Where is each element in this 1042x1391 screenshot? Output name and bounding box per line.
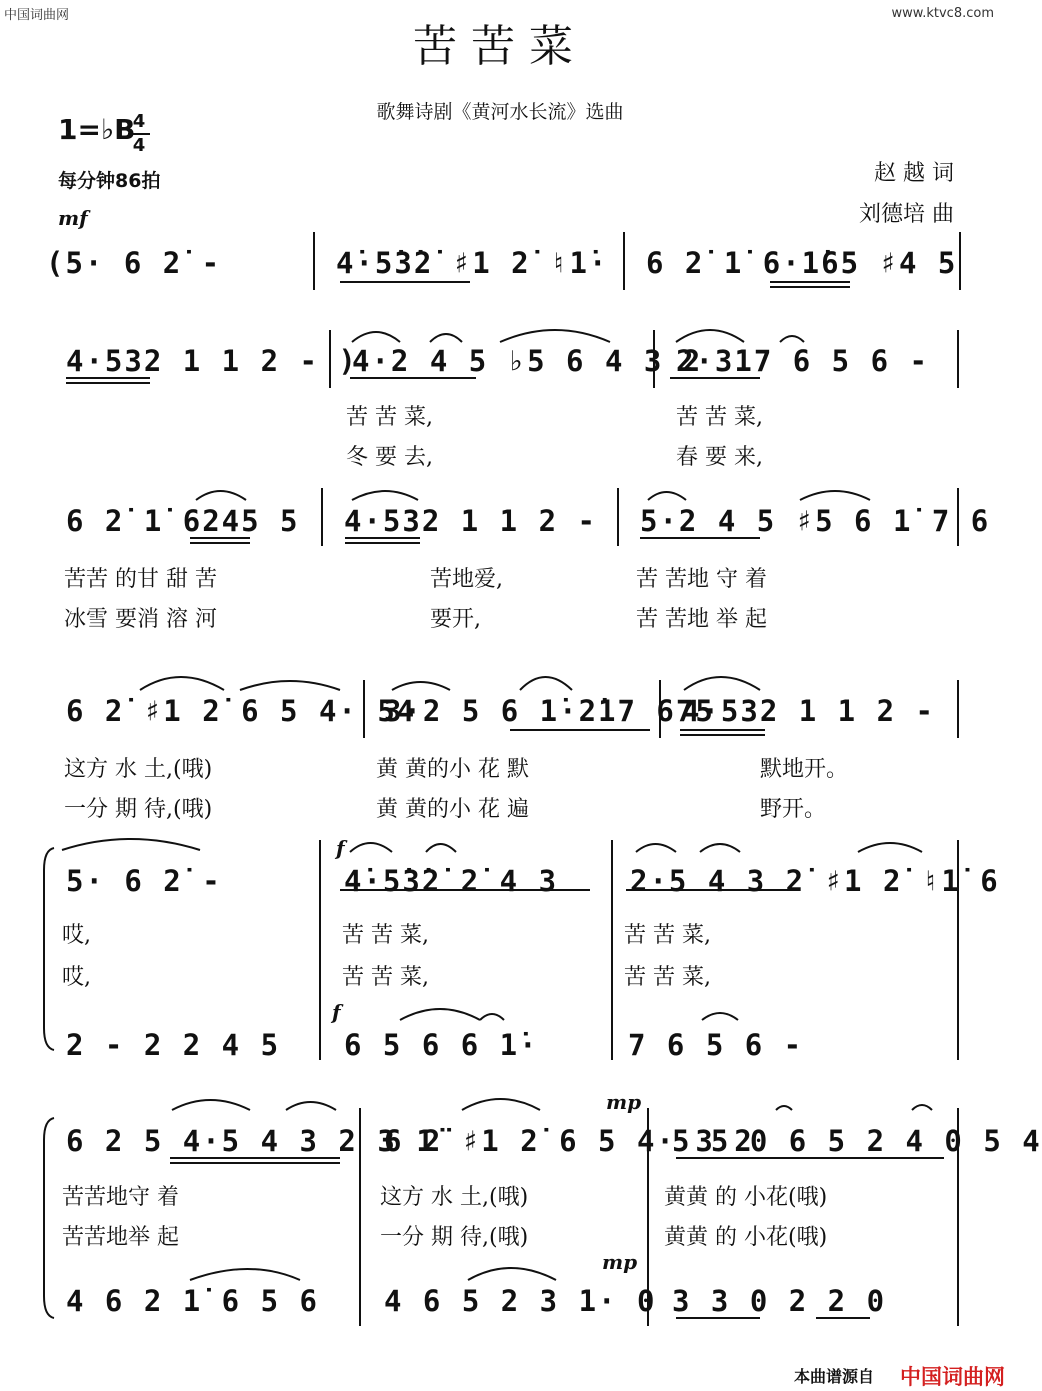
row2-lyric-v2-a: 冬 要 去, bbox=[346, 445, 433, 470]
row2-lyric-v2-b: 春 要 来, bbox=[676, 445, 763, 470]
row5-upper-measure2: 4̇·5̇3̇2̇ 2̇ 4 3 bbox=[344, 864, 559, 898]
site-logo-text: 中国词曲网 bbox=[900, 1365, 1005, 1389]
row3-lyric-v1-a: 苦苦 的甘 甜 苦 bbox=[64, 567, 217, 592]
composer-credit: 刘德培 曲 bbox=[859, 202, 954, 227]
row6-lyric-v1-b: 这方 水 土,(哦) bbox=[380, 1185, 529, 1210]
watermark-left: 中国词曲网 bbox=[4, 8, 70, 23]
row1-measure2: 4̇·5̇3̇2̇ ♯1 2̇ ♮1̇· bbox=[336, 246, 609, 280]
row3-lyric-v1-c: 苦 苦地 守 着 bbox=[636, 567, 767, 592]
row3-lyric-v2-a: 冰雪 要消 溶 河 bbox=[64, 607, 217, 632]
row1-measure3: 6 2̇ 1̇ 6·1̇65 ♯4 5 bbox=[646, 246, 958, 280]
row3-lyric-v2-b: 要开, bbox=[430, 607, 481, 632]
row6-lyric-v2-c: 黄黄 的 小花(哦) bbox=[664, 1225, 828, 1250]
row4-lyric-v2-c: 野开。 bbox=[760, 797, 827, 822]
row4-lyric-v1-c: 默地开。 bbox=[760, 757, 849, 782]
row2-measure3: 2·317 6 5 6 - bbox=[676, 344, 929, 378]
dynamic-mp-lower: mp bbox=[602, 1250, 638, 1274]
key-signature: 1=♭B bbox=[58, 113, 136, 146]
row6-lyric-v2-b: 一分 期 待,(哦) bbox=[380, 1225, 529, 1250]
row3-lyric-v2-c: 苦 苦地 举 起 bbox=[636, 607, 767, 632]
row5-lyric-v2-a: 哎, bbox=[62, 965, 91, 990]
dynamic-f-upper: f bbox=[336, 836, 345, 860]
row5-lower-measure3: 7 6 5 6 - bbox=[628, 1028, 804, 1062]
watermark-right: www.ktvc8.com bbox=[891, 6, 994, 21]
row6-upper-measure2: 6 2̇ ♯1 2̇ 6 5 4· 3 2 bbox=[384, 1124, 754, 1158]
row4-lyric-v2-b: 黄 黄的小 花 遍 bbox=[376, 797, 529, 822]
row4-lyric-v1-a: 这方 水 土,(哦) bbox=[64, 757, 213, 782]
row6-lyric-v2-a: 苦苦地举 起 bbox=[62, 1225, 179, 1250]
dynamic-mf: mf bbox=[58, 206, 88, 230]
row5-lower-measure2: 6 5 6 6 1̇· bbox=[344, 1028, 539, 1062]
time-signature-top: 4 bbox=[132, 111, 146, 132]
lyricist-credit: 赵 越 词 bbox=[874, 161, 954, 186]
row4-measure3: 4·532 1 1 2 - bbox=[682, 694, 935, 728]
row6-lyric-v1-c: 黄黄 的 小花(哦) bbox=[664, 1185, 828, 1210]
song-title: 苦苦菜 bbox=[413, 21, 587, 72]
row6-upper-measure3: 5 5 0 6 5 2 4 0 5 4 bbox=[672, 1124, 1042, 1158]
row6-lower-measure3: 3 3 0 2 2 0 bbox=[672, 1284, 887, 1318]
row3-lyric-v1-b: 苦地爱, bbox=[430, 567, 503, 592]
row5-lyric-v2-b: 苦 苦 菜, bbox=[342, 965, 429, 990]
row2-measure2: 4·2 4 5 ♭5 6 4 3 2 bbox=[352, 344, 703, 378]
song-subtitle: 歌舞诗剧《黄河水长流》选曲 bbox=[376, 101, 624, 123]
row6-lower-measure2: 4 6 5 2 3 1· 0 bbox=[384, 1284, 657, 1318]
row3-measure1: 6 2̇ 1̇ 6245 5 bbox=[66, 504, 300, 538]
row5-lower-measure1: 2 - 2 2 4 5 bbox=[66, 1028, 281, 1062]
row5-lyric-v1-b: 苦 苦 菜, bbox=[342, 923, 429, 948]
row2-lyric-v1-a: 苦 苦 菜, bbox=[346, 405, 433, 430]
dynamic-mp-upper: mp bbox=[606, 1090, 642, 1114]
tempo-marking: 每分钟86拍 bbox=[58, 170, 161, 192]
row6-lower-measure1: 4 6 2 1̇ 6 5 6 bbox=[66, 1284, 319, 1318]
row1-measure1: (5· 6 2̇ - bbox=[46, 246, 222, 280]
row6-lyric-v1-a: 苦苦地守 着 bbox=[62, 1185, 179, 1210]
row5-upper-measure1: 5· 6 2̇ - bbox=[66, 864, 222, 898]
row4-measure1: 6 2̇ ♯1 2̇ 6 5 4· 54 bbox=[66, 694, 417, 728]
row4-measure2: 3·2 5 6 1̇·2̇17 675 bbox=[384, 694, 715, 728]
row5-upper-measure3: 2·5 4 3 2̇ ♯1 2̇ ♮1̇ 6 bbox=[630, 864, 1000, 898]
row5-lyric-v1-a: 哎, bbox=[62, 923, 91, 948]
source-label: 本曲谱源自 bbox=[794, 1367, 875, 1386]
row4-lyric-v1-b: 黄 黄的小 花 默 bbox=[376, 757, 529, 782]
row3-measure2: 4·532 1 1 2 - bbox=[344, 504, 597, 538]
row6-upper-measure1: 6 2 5 4·5 4 3 2 3 1̇ bbox=[66, 1124, 436, 1158]
dynamic-f-lower: f bbox=[332, 1000, 341, 1024]
time-signature-bottom: 4 bbox=[132, 135, 146, 156]
row5-lyric-v1-c: 苦 苦 菜, bbox=[624, 923, 711, 948]
row4-lyric-v2-a: 一分 期 待,(哦) bbox=[64, 797, 213, 822]
row3-measure3: 5·2 4 5 ♯5 6 1̇ 7 6 bbox=[640, 504, 991, 538]
row2-lyric-v1-b: 苦 苦 菜, bbox=[676, 405, 763, 430]
row5-lyric-v2-c: 苦 苦 菜, bbox=[624, 965, 711, 990]
row2-measure1: 4·532 1 1 2 - ) bbox=[66, 344, 358, 378]
